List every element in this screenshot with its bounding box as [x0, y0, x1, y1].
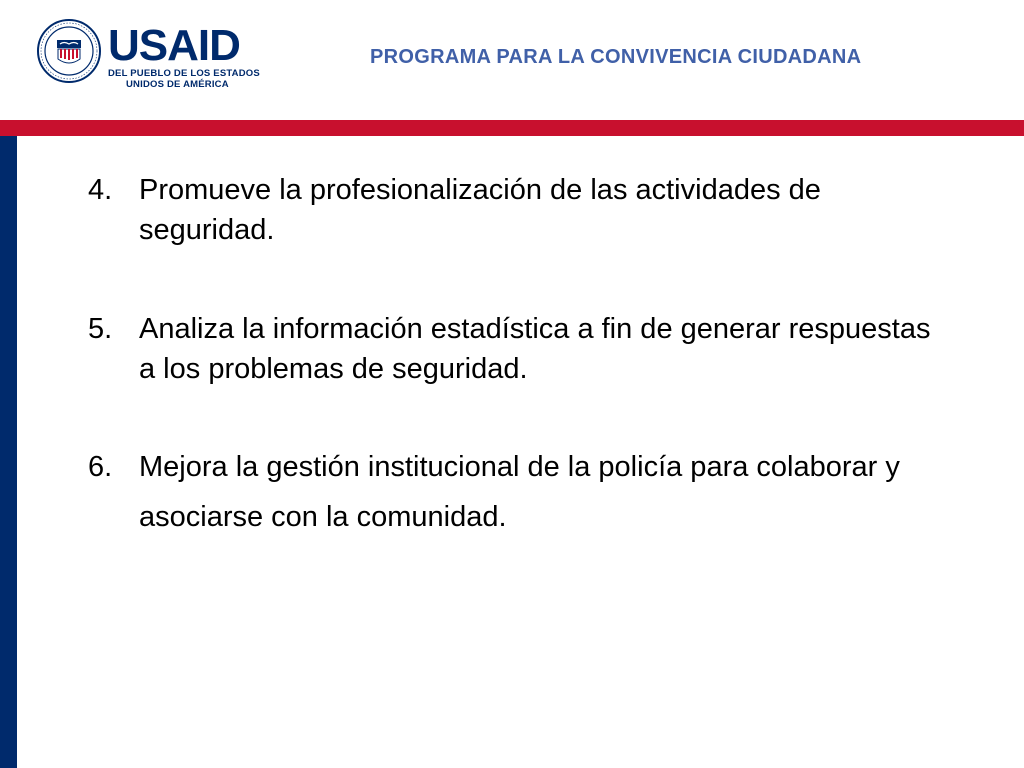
usaid-seal-icon	[36, 18, 102, 84]
usaid-logo	[36, 18, 260, 94]
header-red-band	[0, 120, 1024, 136]
usaid-tagline-line1: DEL PUEBLO DE LOS ESTADOS	[108, 68, 260, 79]
list-item-text: Mejora la gestión institucional de la policía para colaborar y asociarse con la comunidad.	[139, 451, 900, 533]
list-item	[88, 442, 948, 542]
list-item-number: 4.	[88, 174, 113, 206]
list-item-number: 5.	[88, 313, 113, 345]
program-title: PROGRAMA PARA LA CONVIVENCIA CIUDADANA	[370, 46, 862, 68]
list-item	[88, 170, 948, 250]
list-item-number: 6.	[88, 451, 113, 483]
list-item-text: Promueve la profesionalización de las actividades de seguridad.	[139, 174, 821, 246]
usaid-tagline-line2: UNIDOS DE AMÉRICA	[126, 79, 229, 90]
list-item	[88, 309, 948, 389]
numbered-list	[88, 170, 948, 601]
usaid-wordmark	[108, 21, 260, 90]
usaid-logo-text: USAID	[108, 21, 240, 70]
list-item-text: Analiza la información estadística a fin de generar respuestas a los problemas de seguridad.	[139, 313, 931, 385]
left-blue-bar	[0, 136, 17, 768]
